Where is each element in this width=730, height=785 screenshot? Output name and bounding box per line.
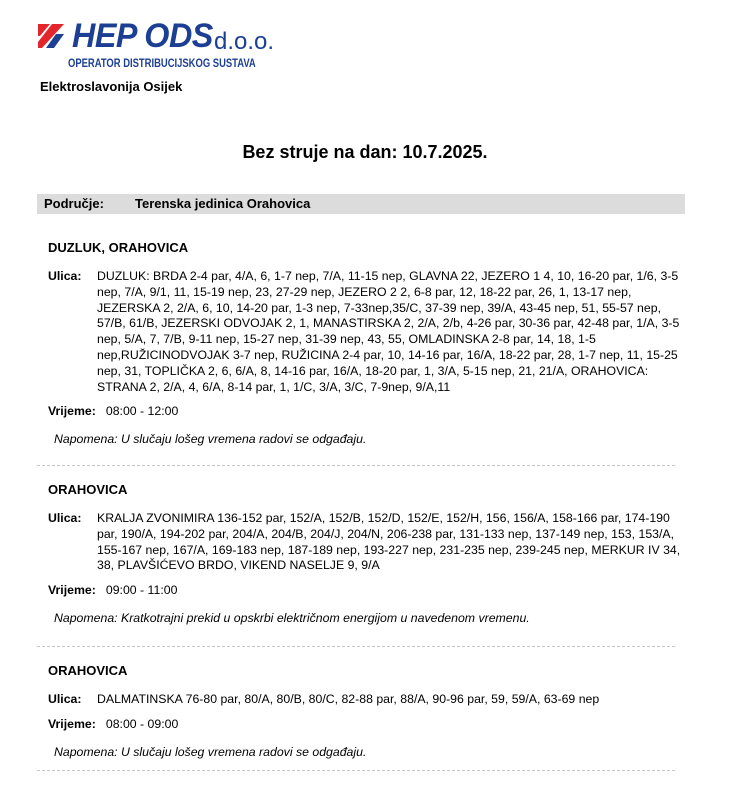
organization-name: Elektroslavonija Osijek	[40, 79, 183, 94]
section-divider	[37, 646, 675, 647]
section-note: Napomena: Kratkotrajni prekid u opskrbi električnom energijom u navedenom vremenu.	[54, 610, 530, 625]
time-value: 08:00 - 12:00	[105, 404, 179, 419]
time-label: Vrijeme:	[48, 404, 96, 419]
time-row	[48, 404, 688, 420]
time-label: Vrijeme:	[48, 583, 96, 598]
area-label: Područje:	[44, 196, 104, 211]
area-bar	[37, 194, 685, 214]
section-place: ORAHOVICA	[48, 663, 128, 678]
time-row	[48, 583, 688, 599]
time-row	[48, 717, 688, 733]
street-list: DUZLUK: BRDA 2-4 par, 4/A, 6, 1-7 nep, 7/A, 11-15 nep, GLAVNA 22, JEZERO 1 4, 10, 16-20 par, 1/6, 3-5 nep, 7/A, 9/1, 11, 15-19 nep, 23, 27-29 nep, JEZERO 2 2, 6-8 par, 12, 18-22 par, 26, 1, 13-17 nep, JEZERSKA 2, 2/A, 6, 10, 14-20 par, 1-3 nep, 7-33nep,35/C, 37-39 nep, 39/A, 43-45 nep, 51, 55-57 nep, 57/B, 61/B, JEZERSKI ODVOJAK 2, 1, MANASTIRSKA 2, 2/A, 2/b, 4-26 par, 30-36 par, 42-48 par, 1/A, 3-5 nep, 5/A, 7, 7/B, 9-11 nep, 15-27 nep, 31-39 nep, 43, 55, OMLADINSKA 2-8 par, 14, 18, 1-5 nep,RUŽICINODVOJAK 3-7 nep, RUŽICINA 2-4 par, 10, 14-16 par, 16/A, 18-22 par, 28, 1-7 nep, 11, 15-25 nep, 31, TOPLIČKA 2, 6, 6/A, 8, 14-16 par, 16/A, 18-20 par, 1, 3/A, 5-15 nep, 21, 21/A, ORAHOVICA: STRANA 2, 2/A, 4, 6/A, 8-14 par, 1, 1/C, 3/A, 3/C, 7-9nep, 9/A,11	[97, 269, 680, 394]
section-place: DUZLUK, ORAHOVICA	[48, 240, 189, 255]
logo-name: HEP ODS	[72, 17, 213, 55]
time-label: Vrijeme:	[48, 716, 96, 731]
page-title-text: Bez struje na dan: 10.7.2025.	[242, 142, 488, 162]
section-note: Napomena: U slučaju lošeg vremena radovi se odgađaju.	[54, 432, 367, 447]
hep-logo-mark-icon	[36, 20, 66, 50]
street-label: Ulica:	[48, 511, 82, 525]
time-value: 09:00 - 11:00	[105, 583, 178, 598]
street-label: Ulica:	[48, 269, 82, 283]
street-row	[48, 511, 688, 574]
time-value: 08:00 - 09:00	[105, 716, 179, 731]
street-label: Ulica:	[48, 692, 82, 706]
page-title	[0, 142, 730, 163]
street-list: DALMATINSKA 76-80 par, 80/A, 80/B, 80/C, 82-88 par, 88/A, 90-96 par, 59, 59/A, 63-69 nep	[97, 692, 600, 706]
outage-section-1	[48, 240, 688, 446]
section-divider	[37, 465, 675, 466]
section-note: Napomena: U slučaju lošeg vremena radovi se odgađaju.	[54, 744, 367, 759]
section-divider	[37, 770, 675, 771]
logo-suffix: d.o.o.	[214, 28, 275, 55]
logo-subtitle: OPERATOR DISTRIBUCIJSKOG SUSTAVA	[68, 58, 256, 70]
section-place: ORAHOVICA	[48, 482, 128, 497]
street-list: KRALJA ZVONIMIRA 136-152 par, 152/A, 152/B, 152/D, 152/E, 152/H, 156, 156/A, 158-166 par, 174-190 par, 190/A, 194-202 par, 204/A, 204/B, 204/J, 204/N, 206-238 par, 131-133 nep, 137-149 nep, 153, 153/A, 155-167 nep, 167/A, 169-183 nep, 187-189 nep, 193-227 nep, 231-235 nep, 239-245 nep, MERKUR IV 34, 38, PLAVŠIĆEVO BRDO, VIKEND NASELJE 9, 9/A	[97, 511, 681, 573]
outage-section-3	[48, 663, 688, 759]
street-row	[48, 692, 688, 708]
company-logo	[36, 18, 296, 76]
outage-section-2	[48, 482, 688, 625]
street-row	[48, 269, 688, 395]
area-value: Terenska jedinica Orahovica	[135, 196, 311, 211]
